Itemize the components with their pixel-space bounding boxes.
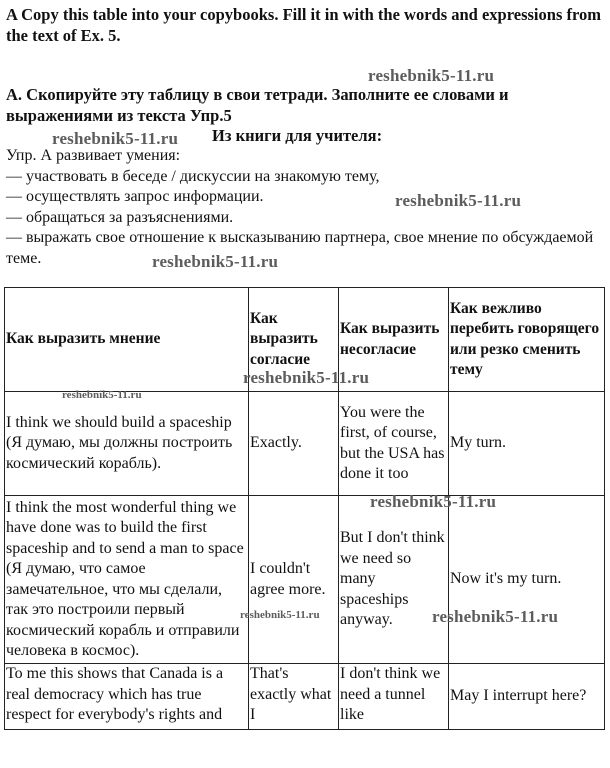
header-interrupt: Как вежливо перебить говорящего или резко сменить тему [449,288,605,392]
watermark: reshebnik5-11.ru [370,492,497,511]
table-row [5,496,605,664]
task-heading-russian: А. Скопируйте эту таблицу в свои тетради. Заполните ее словами и выражениями из текста Упр.5 [6,85,509,125]
cell-disagreement [339,664,449,730]
watermark: reshebnik5-11.ru [243,368,370,387]
watermark: reshebnik5-11.ru [368,66,495,85]
cell-interrupt: May I interrupt here? [449,664,605,730]
skills-item: — обращаться за разъяснениями. [6,208,234,226]
cell-opinion: I think the most wonderful thing we have done was to build the first spaceship and to send a man to space (Я думаю, что самое замечательное, что мы сделали, так это построили первый космический корабль и отправили человека в космос). [5,496,249,664]
table-row [5,392,605,496]
cell-interrupt: Now it's my turn. [449,496,605,664]
cell-opinion: I think we should build a spaceship (Я думаю, мы должны построить космический корабль). [5,392,249,496]
cell-agreement-text: That's exactly what I [250,665,332,723]
skills-intro: Упр. А развивает умения: [6,147,181,164]
skills-item: — участвовать в беседе / дискуссии на знакомую тему, [6,167,380,185]
cell-opinion [5,664,249,730]
watermark: reshebnik5-11.ru [395,191,522,210]
cell-agreement: I couldn't agree more. [249,496,339,664]
cell-disagreement-text: I don't think we need a tunnel like [340,665,441,723]
header-disagreement: Как выразить несогласие [339,288,449,392]
skills-item: — осуществлять запрос информации. [6,188,264,205]
watermark: reshebnik5-11.ru [432,607,559,626]
table-row [5,664,605,730]
watermark: reshebnik5-11.ru [52,129,179,148]
watermark: reshebnik5-11.ru [62,389,142,401]
cell-disagreement: But I don't think we need so many spaceships anyway. [339,496,449,664]
task-heading-english: A Copy this table into your copybooks. Fill it in with the words and expressions from the text of Ex. 5. [6,5,601,45]
phrases-table [4,287,605,730]
watermark: reshebnik5-11.ru [240,609,320,621]
skills-item: — выражать свое отношение к высказыванию партнера, свое мнение по обсуждаемой теме. [6,229,594,267]
header-agreement: Как выразить согласие [249,288,339,392]
watermark: reshebnik5-11.ru [152,252,279,271]
cell-disagreement: You were the first, of course, but the USA has done it too [339,392,449,496]
cell-agreement [249,664,339,730]
header-opinion: Как выразить мнение [5,288,249,392]
cell-opinion-text: To me this shows that Canada is a real democracy which has true respect for everybody's rights and [6,665,224,723]
teacher-book-note: Из книги для учителя: [212,126,383,145]
cell-interrupt: My turn. [449,392,605,496]
cell-agreement: Exactly. [249,392,339,496]
